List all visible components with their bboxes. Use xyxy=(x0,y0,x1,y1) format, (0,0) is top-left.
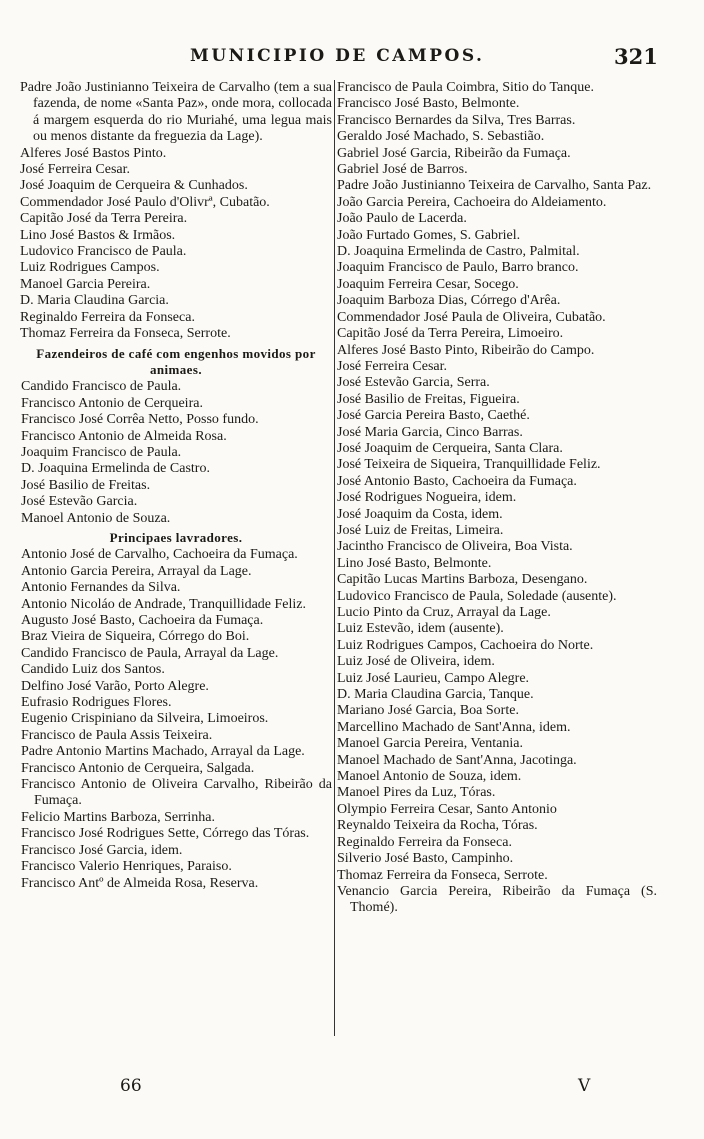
list-item: José Ferreira Cesar. xyxy=(20,162,131,178)
list-item: Antonio Fernandes da Silva. xyxy=(21,580,181,596)
page-title: MUNICIPIO DE CAMPOS. xyxy=(190,46,485,66)
list-item: Marcellino Machado de Sant'Anna, idem. xyxy=(337,719,571,735)
list-item: Padre João Justinianno Teixeira de Carvalho, Santa Paz. xyxy=(337,178,652,194)
list-item: D. Maria Claudina Garcia. xyxy=(20,293,169,309)
list-item: Joaquim Francisco de Paula. xyxy=(21,444,182,460)
list-item: Luiz José Laurieu, Campo Alegre. xyxy=(337,670,530,686)
list-item: Braz Vieira de Siqueira, Córrego do Boi. xyxy=(21,629,250,645)
list-item: Lino José Basto, Belmonte. xyxy=(337,555,492,571)
list-item: Candido Luiz dos Santos. xyxy=(21,662,165,678)
list-item: Padre João Justinianno Teixeira de Carvalho (tem a sua fazenda, de nome «Santa Paz», onde mora, collocada á margem esquerda do rio Muriahé, uma legua mais ou menos distante da freguezia da Lage). xyxy=(20,80,332,145)
list-item: Alferes José Bastos Pinto. xyxy=(20,145,167,161)
list-item: João Furtado Gomes, S. Gabriel. xyxy=(337,227,521,243)
list-item: Gabriel José de Barros. xyxy=(337,162,468,178)
left-column xyxy=(20,80,332,892)
list-item: José Estevão Garcia. xyxy=(21,494,138,510)
list-item: Capitão Lucas Martins Barboza, Desengano. xyxy=(337,572,588,588)
list-item: Francisco de Paula Assis Teixeira. xyxy=(21,727,213,743)
section-heading-lavradores: Principaes lavradores. xyxy=(109,529,243,545)
list-item: João Garcia Pereira, Cachoeira do Aldeiamento. xyxy=(337,194,607,210)
list-item: José Joaquim da Costa, idem. xyxy=(337,506,503,522)
list-item: D. Maria Claudina Garcia, Tanque. xyxy=(337,687,534,703)
list-item: Thomaz Ferreira da Fonseca, Serrote. xyxy=(337,867,548,883)
list-item: Luiz José de Oliveira, idem. xyxy=(337,654,495,670)
list-item: Manoel Antonio de Souza, idem. xyxy=(337,769,522,785)
list-item: Francisco Valerio Henriques, Paraiso. xyxy=(21,859,232,875)
list-item: João Paulo de Lacerda. xyxy=(337,211,467,227)
list-item: Joaquim Ferreira Cesar, Socego. xyxy=(337,276,519,292)
column-divider xyxy=(334,80,335,1036)
list-item: José Antonio Basto, Cachoeira da Fumaça. xyxy=(337,473,577,489)
list-item: Manoel Garcia Pereira, Ventania. xyxy=(337,736,523,752)
list-item: Francisco José Corrêa Netto, Posso fundo. xyxy=(21,412,259,428)
list-item: Lucio Pinto da Cruz, Arrayal da Lage. xyxy=(337,605,551,620)
list-item: Delfino José Varão, Porto Alegre. xyxy=(21,678,209,694)
list-item: José Rodrigues Nogueira, idem. xyxy=(337,490,517,506)
list-item: Reginaldo Ferreira da Fonseca. xyxy=(337,834,512,850)
entries-owners xyxy=(20,80,332,343)
right-column xyxy=(337,80,657,917)
list-item: José Maria Garcia, Cinco Barras. xyxy=(337,424,523,440)
list-item: Geraldo José Machado, S. Sebastião. xyxy=(337,129,545,145)
list-item: José Luiz de Freitas, Limeira. xyxy=(337,522,504,538)
list-item: Gabriel José Garcia, Ribeirão da Fumaça. xyxy=(337,145,571,161)
list-item: Candido Francisco de Paula. xyxy=(21,379,182,395)
list-item: Manoel Machado de Sant'Anna, Jacotinga. xyxy=(337,752,577,768)
list-item: Mariano José Garcia, Boa Sorte. xyxy=(337,703,519,719)
list-item: Thomaz Ferreira da Fonseca, Serrote. xyxy=(20,326,231,342)
list-item: Jacintho Francisco de Oliveira, Boa Vista. xyxy=(337,539,573,555)
entries-right xyxy=(337,80,657,917)
list-item: Commendador José Paulo d'Olivrª, Cubatão. xyxy=(20,194,270,210)
footer-signature-letter: V xyxy=(578,1076,591,1096)
list-item: Alferes José Basto Pinto, Ribeirão do Campo. xyxy=(337,342,595,358)
list-item: Francisco Antonio de Cerqueira. xyxy=(21,395,203,411)
list-item: D. Joaquina Ermelinda de Castro, Palmital. xyxy=(337,244,580,260)
list-item: Manoel Garcia Pereira. xyxy=(20,276,151,292)
list-item: Manoel Antonio de Souza. xyxy=(21,510,171,526)
list-item: José Estevão Garcia, Serra. xyxy=(337,375,490,391)
list-item: Francisco José Garcia, idem. xyxy=(21,842,183,858)
list-item: Francisco Antonio de Almeida Rosa. xyxy=(21,428,227,444)
list-item: José Basilio de Freitas. xyxy=(21,477,151,493)
list-item: Olympio Ferreira Cesar, Santo Antonio xyxy=(337,801,557,817)
list-item: José Basilio de Freitas, Figueira. xyxy=(337,391,520,407)
list-item: Antonio José de Carvalho, Cachoeira da Fumaça. xyxy=(21,547,298,563)
list-item: Candido Francisco de Paula, Arrayal da Lage. xyxy=(21,645,279,661)
list-item: Ludovico Francisco de Paula, Soledade (ausente). xyxy=(337,588,617,604)
list-item: Venancio Garcia Pereira, Ribeirão da Fumaça (S. Thomé). xyxy=(337,883,657,916)
entries-fazendeiros xyxy=(20,379,332,527)
list-item: Eugenio Crispiniano da Silveira, Limoeiros. xyxy=(21,711,269,727)
list-item: Capitão José da Terra Pereira. xyxy=(20,211,188,227)
list-item: Luiz Rodrigues Campos, Cachoeira do Norte. xyxy=(337,637,594,653)
list-item: Joaquim Francisco de Paulo, Barro branco. xyxy=(337,260,579,276)
list-item: Francisco José Rodrigues Sette, Córrego das Tóras. xyxy=(21,826,310,842)
list-item: Capitão José da Terra Pereira, Limoeiro. xyxy=(337,326,564,342)
list-item: Ludovico Francisco de Paula. xyxy=(20,244,187,260)
list-item: Francisco Bernardes da Silva, Tres Barras. xyxy=(337,112,576,128)
list-item: José Joaquim de Cerqueira, Santa Clara. xyxy=(337,440,563,456)
list-item: Reginaldo Ferreira da Fonseca. xyxy=(20,309,195,325)
list-item: José Joaquim de Cerqueira & Cunhados. xyxy=(20,178,248,194)
section-heading-fazendeiros: Fazendeiros de café com engenhos movidos por animaes. xyxy=(36,345,316,377)
list-item: Luiz Rodrigues Campos. xyxy=(20,260,160,276)
entries-lavradores xyxy=(20,547,332,892)
list-item: José Ferreira Cesar. xyxy=(337,358,448,374)
list-item: Padre Antonio Martins Machado, Arrayal da Lage. xyxy=(21,744,305,760)
page-header xyxy=(0,46,704,70)
list-item: Francisco José Basto, Belmonte. xyxy=(337,96,520,112)
page-number: 321 xyxy=(614,44,658,69)
list-item: Antonio Garcia Pereira, Arrayal da Lage. xyxy=(21,563,252,579)
list-item: José Teixeira de Siqueira, Tranquillidade Feliz. xyxy=(337,457,601,473)
list-item: Eufrasio Rodrigues Flores. xyxy=(21,695,172,711)
list-item: Luiz Estevão, idem (ausente). xyxy=(337,621,504,637)
list-item: Felicio Martins Barboza, Serrinha. xyxy=(21,809,216,825)
list-item: Augusto José Basto, Cachoeira da Fumaça. xyxy=(21,613,264,628)
list-item: Reynaldo Teixeira da Rocha, Tóras. xyxy=(337,818,538,834)
list-item: Silverio José Basto, Campinho. xyxy=(337,851,514,867)
list-item: Manoel Pires da Luz, Tóras. xyxy=(337,785,496,801)
list-item: Commendador José Paula de Oliveira, Cubatão. xyxy=(337,309,606,325)
list-item: Lino José Bastos & Irmãos. xyxy=(20,227,176,243)
list-item: Antonio Nicoláo de Andrade, Tranquillidade Feliz. xyxy=(21,596,307,612)
list-item: Joaquim Barboza Dias, Córrego d'Arêa. xyxy=(337,293,561,309)
list-item: Francisco Antonio de Oliveira Carvalho, Ribeirão da Fumaça. xyxy=(21,777,332,809)
list-item: José Garcia Pereira Basto, Caethé. xyxy=(337,408,530,424)
list-item: Francisco de Paula Coimbra, Sitio do Tanque. xyxy=(337,80,594,95)
list-item: Francisco Antº de Almeida Rosa, Reserva. xyxy=(21,875,259,891)
list-item: Francisco Antonio de Cerqueira, Salgada. xyxy=(21,760,255,776)
list-item: D. Joaquina Ermelinda de Castro. xyxy=(21,461,210,477)
footer-signature-number: 66 xyxy=(120,1076,142,1096)
